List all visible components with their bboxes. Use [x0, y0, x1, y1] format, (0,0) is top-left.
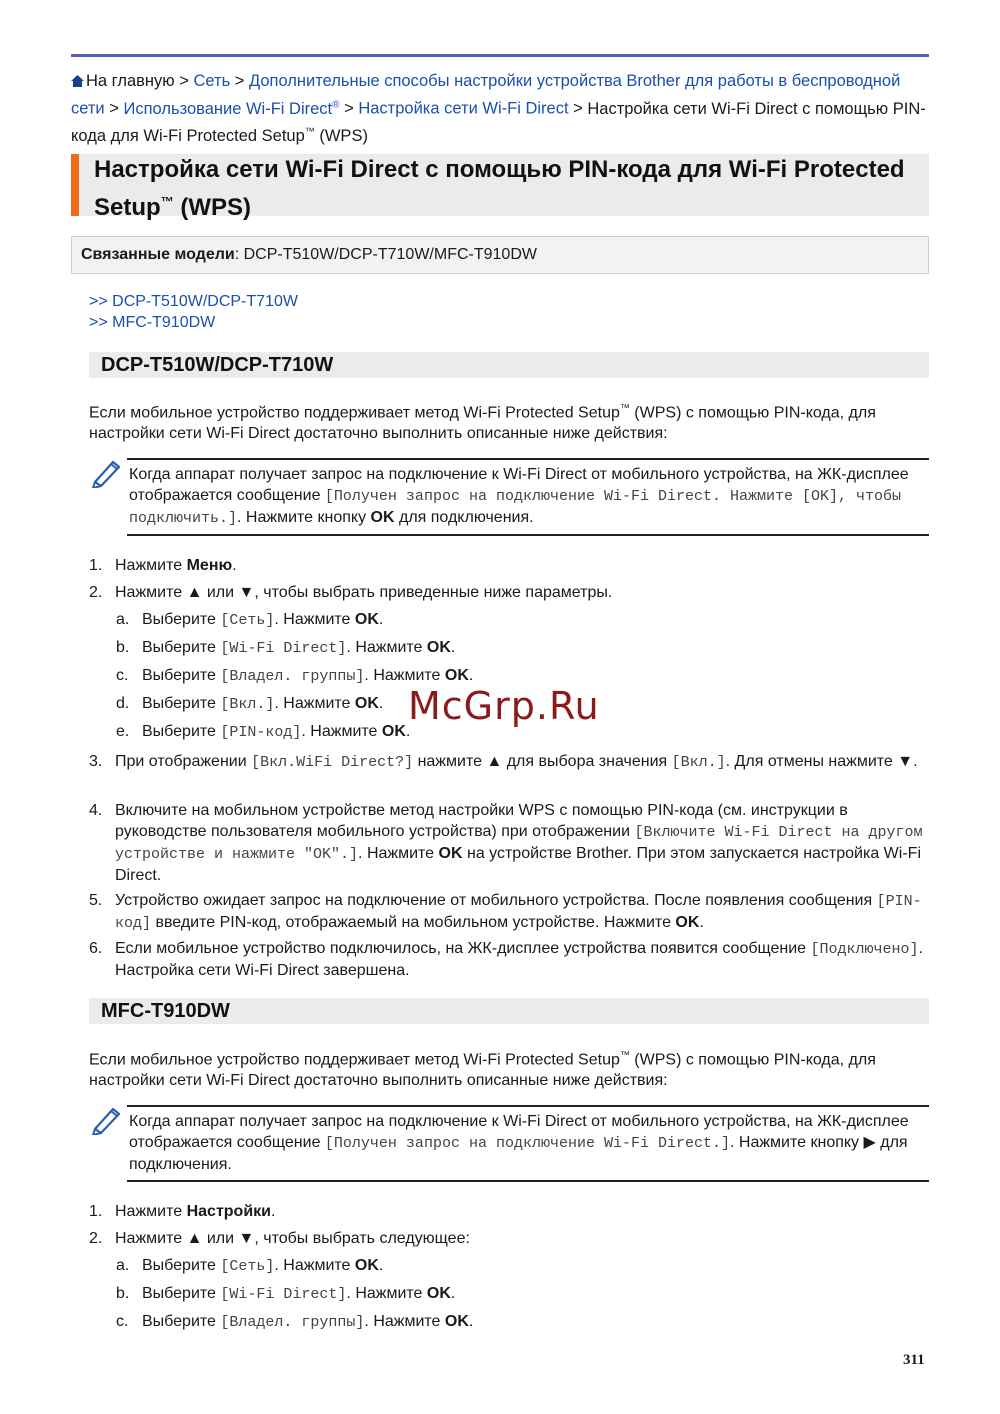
breadcrumb-current: Настройка сети Wi-Fi Direct с помощью PIN-кода для Wi-Fi Protected Setup™ (WPS)	[71, 99, 926, 145]
breadcrumb-link-wireless-methods[interactable]: Дополнительные способы настройки устройства Brother для работы в беспроводной сети	[71, 72, 901, 118]
note-rule-bottom	[127, 534, 929, 536]
header-rule	[71, 54, 929, 57]
section2-intro: Если мобильное устройство поддерживает метод Wi-Fi Protected Setup™ (WPS) с помощью PIN-кода, для настройки сети Wi-Fi Direct достаточно выполнить описанные ниже действия:	[89, 1050, 876, 1090]
pencil-note-icon	[91, 458, 125, 488]
note-text: Когда аппарат получает запрос на подключение к Wi-Fi Direct от мобильного устройства, на ЖК-дисплее отображается сообщение [Получен запрос на подключение Wi-Fi Direct.]. Нажмите кнопку ▶ для подключения.	[129, 1113, 909, 1173]
note-rule-top	[127, 1105, 929, 1107]
related-models	[71, 236, 929, 274]
note-rule-top	[127, 458, 929, 460]
related-models-value: : DCP-T510W/DCP-T710W/MFC-T910DW	[234, 246, 537, 263]
title-accent-bar	[71, 154, 79, 216]
watermark: McGrp.Ru	[408, 684, 600, 728]
section-heading-dcp: DCP-T510W/DCP-T710W	[89, 352, 929, 378]
section1-note	[89, 458, 929, 538]
pencil-note-icon	[91, 1105, 125, 1135]
section2-note	[89, 1105, 929, 1185]
note-rule-bottom	[127, 1180, 929, 1182]
page-number: 311	[903, 1352, 925, 1368]
breadcrumb-home[interactable]: На главную	[86, 72, 175, 90]
breadcrumb-link-network[interactable]: Сеть	[193, 72, 231, 90]
home-icon[interactable]	[71, 75, 84, 87]
jump-link-mfc[interactable]: >> MFC-T910DW	[89, 314, 216, 331]
related-models-label: Связанные модели	[81, 246, 235, 263]
note-text: Когда аппарат получает запрос на подключение к Wi-Fi Direct от мобильного устройства, на ЖК-дисплее отображается сообщение [Получен запрос на подключение Wi-Fi Direct. Нажмите [OK], чтобы подключить.]. Нажмите кнопку OK для подключения.	[129, 466, 909, 527]
page-title-box	[71, 154, 929, 221]
jump-link-dcp[interactable]: >> DCP-T510W/DCP-T710W	[89, 293, 298, 310]
breadcrumb: На главную > Сеть > Дополнительные способы настройки устройства Brother для работы в беспроводной сети > Использование Wi-Fi Direct® > Настройка сети Wi-Fi Direct > Настройка сети Wi-Fi Direct с помощью PIN-кода для Wi-Fi Protected Setup™ (WPS)	[71, 72, 926, 145]
page-title: Настройка сети Wi-Fi Direct с помощью PIN-кода для Wi-Fi Protected Setup™ (WPS)	[94, 156, 905, 221]
section-heading-mfc: MFC-T910DW	[89, 998, 929, 1024]
section1-intro: Если мобильное устройство поддерживает метод Wi-Fi Protected Setup™ (WPS) с помощью PIN-кода, для настройки сети Wi-Fi Direct достаточно выполнить описанные ниже действия:	[89, 403, 876, 443]
breadcrumb-link-wifi-direct-setup[interactable]: Настройка сети Wi-Fi Direct	[358, 99, 569, 118]
breadcrumb-link-using-wifi-direct[interactable]: Использование Wi-Fi Direct®	[123, 99, 340, 118]
